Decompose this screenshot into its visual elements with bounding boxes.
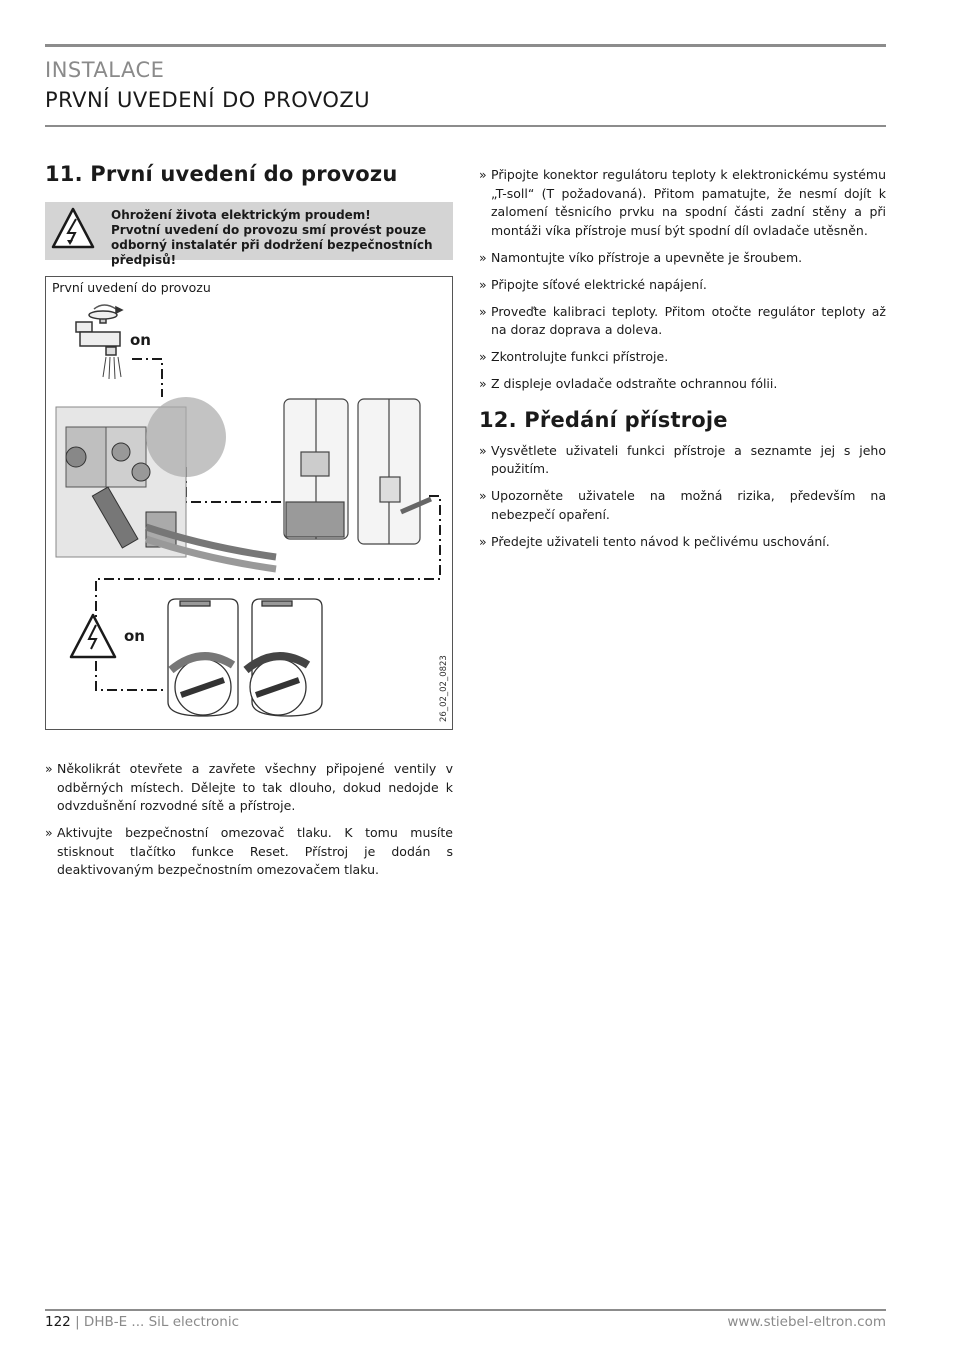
- temperature-controller-right: [246, 599, 322, 716]
- electric-hazard-icon: [51, 207, 95, 249]
- header-bottom-rule: [45, 125, 886, 127]
- right-column: [479, 166, 886, 560]
- temperature-controller-left: [168, 599, 238, 716]
- wiring-terminal-illustration: [56, 397, 276, 569]
- warning-title: Ohrožení života elektrickým proudem!: [111, 208, 371, 222]
- water-stream: [103, 357, 121, 379]
- section-12-steps: [479, 442, 886, 552]
- figure-on-label-bottom: on: [124, 627, 145, 645]
- list-item: » Proveďte kalibraci teploty. Přitom otočte regulátor teploty až na doraz doprava a doleva.: [479, 303, 886, 337]
- footer-url: www.stiebel-eltron.com: [727, 1314, 886, 1330]
- water-tap-icon: [76, 305, 122, 355]
- list-item: » Vysvětlete uživateli funkci přístroje a seznamte jej s jeho použitím.: [479, 442, 886, 476]
- section-11-steps: [45, 760, 453, 880]
- section-11-heading: 11. První uvedení do provozu: [45, 162, 398, 186]
- page-number: 122: [45, 1314, 71, 1330]
- left-column: [45, 162, 453, 888]
- warning-text: Prvotní uvedení do provozu smí provést pouze odborný instalatér při dodržení bezpečnostních předpisů!: [111, 223, 433, 267]
- figure-code: 26_02_02_0823: [439, 655, 449, 722]
- heater-open-illustration: [284, 399, 348, 539]
- footer-rule: [45, 1309, 886, 1311]
- list-item: » Předejte uživateli tento návod k pečlivému uschování.: [479, 533, 830, 549]
- heater-closed-illustration: [358, 399, 431, 544]
- list-item: » Připojte síťové elektrické napájení.: [479, 276, 707, 292]
- startup-illustration: [46, 277, 452, 729]
- connect-steps: [479, 166, 886, 394]
- list-item: » Aktivujte bezpečnostní omezovač tlaku. K tomu musíte stisknout tlačítko funkce Reset. Přístroj je dodán s deaktivovaným bezpečnostním omezovačem tlaku.: [45, 825, 453, 877]
- header-category: INSTALACE: [45, 58, 165, 82]
- list-item: » Připojte konektor regulátoru teploty k elektronickému systému „T-soll“ (T požadovaná). Přitom pamatujte, že nesmí dojít k zalomení těsnicího prvku na spodní části zadní stěny a při montáži víka přístroje musí být spodní díl ovladače utěsněn.: [479, 167, 886, 238]
- document-name: DHB-E ... SiL electronic: [83, 1314, 240, 1330]
- section-12-heading: 12. Předání přístroje: [479, 407, 728, 432]
- list-item: » Z displeje ovladače odstraňte ochrannou fólii.: [479, 376, 778, 391]
- footer-left: 122 | DHB-E ... SiL electronic: [45, 1314, 240, 1330]
- list-item: » Upozorněte uživatele na možná rizika, především na nebezpečí opaření.: [479, 488, 886, 522]
- header-top-rule: [45, 44, 886, 47]
- figure-on-label-top: on: [130, 331, 151, 349]
- header-title: PRVNÍ UVEDENÍ DO PROVOZU: [45, 88, 371, 112]
- list-item: » Namontujte víko přístroje a upevněte je šroubem.: [479, 249, 803, 265]
- list-item: » Několikrát otevřete a zavřete všechny připojené ventily v odběrných místech. Dělejte to tak dlouho, dokud nedojde k odvzdušnění rozvodné sítě a přístroje.: [45, 761, 453, 813]
- figure-title: První uvedení do provozu: [52, 280, 211, 295]
- list-item: » Zkontrolujte funkci přístroje.: [479, 349, 669, 364]
- danger-warning-box: [45, 202, 453, 267]
- electric-hazard-icon-figure: [71, 615, 115, 657]
- startup-figure: [45, 276, 453, 730]
